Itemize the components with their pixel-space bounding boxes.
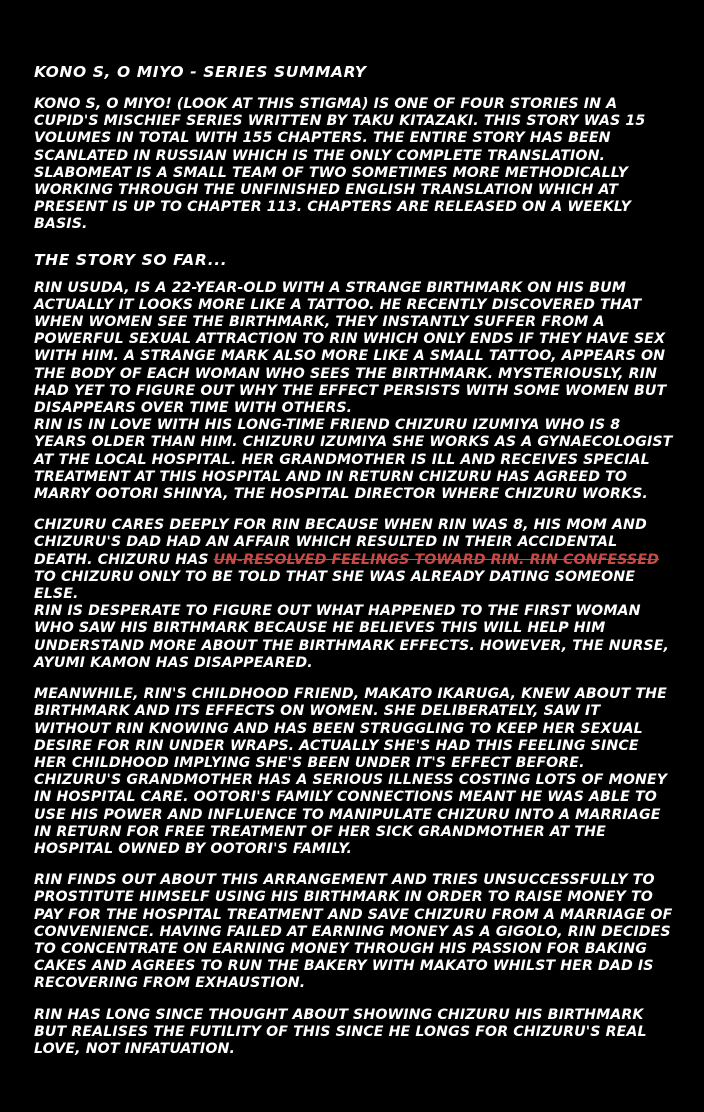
page-title: KONO S, O MIYO - SERIES SUMMARY <box>34 63 367 81</box>
paragraph-rin-bakery: RIN FINDS OUT ABOUT THIS ARRANGEMENT AND TRIES UNSUCCESSFULLY TO PROSTITUTE HIMSELF USING HIS BIRTHMARK IN ORDER TO RAISE MONEY TO PAY FOR THE HOSPITAL TREATMENT AND SAVE CHIZURU FROM A MARRIAGE OF CONVENIENCE. HAVING FAILED AT EARNING MONEY AS A GIGOLO, RIN DECIDES TO CONCENTRATE ON EARNING MONEY THROUGH HIS PASSION FOR BAKING CAKES AND AGREES TO RUN THE BAKERY WITH MAKATO WHILST HER DAD IS RECOVERING FROM EXHAUSTION. <box>34 872 673 992</box>
paragraph-chizuru-intro: RIN IS IN LOVE WITH HIS LONG-TIME FRIEND CHIZURU IZUMIYA WHO IS 8 YEARS OLDER THAN HIM. CHIZURU IZUMIYA SHE WORKS AS A GYNAECOLOGIST AT THE LOCAL HOSPITAL. HER GRANDMOTHER IS ILL AND RECEIVES SPECIAL TREATMENT AT THIS HOSPITAL AND IN RETURN CHIZURU HAS AGREED TO MARRY OOTORI SHINYA, THE HOSPITAL DIRECTOR WHERE CHIZURU WORKS. <box>34 417 673 503</box>
paragraph-chizuru-feelings <box>34 517 674 603</box>
paragraph-chizuru-feelings-part-1: CHIZURU CARES DEEPLY FOR RIN BECAUSE WHEN RIN WAS 8, HIS MOM AND CHIZURU'S DAD HAD AN AFFAIR WHICH RESULTED IN THEIR ACCIDENTAL DEATH. CHIZURU HAS <box>34 517 647 568</box>
paragraph-chizuru-feelings-part-2: TO CHIZURU ONLY TO BE TOLD THAT SHE WAS ALREADY DATING SOMEONE ELSE. <box>34 568 636 603</box>
summary-document <box>34 62 674 1058</box>
section-heading-story-so-far: THE STORY SO FAR... <box>34 250 228 269</box>
paragraph-grandmother-illness: CHIZURU'S GRANDMOTHER HAS A SERIOUS ILLNESS COSTING LOTS OF MONEY IN HOSPITAL CARE. OOTORI'S FAMILY CONNECTIONS MEANT HE WAS ABLE TO USE HIS POWER AND INFLUENCE TO MANIPULATE CHIZURU INTO A MARRIAGE IN RETURN FOR FREE TREATMENT OF HER SICK GRANDMOTHER AT THE HOSPITAL OWNED BY OOTORI'S FAMILY. <box>34 772 668 857</box>
struck-through-text: UN-RESOLVED FEELINGS TOWARD RIN. RIN CONFESSED <box>213 551 660 568</box>
intro-paragraph: KONO S, O MIYO! (LOOK AT THIS STIGMA) IS ONE OF FOUR STORIES IN A CUPID'S MISCHIEF SERIES WRITTEN BY TAKU KITAZAKI. THIS STORY WAS 15 VOLUMES IN TOTAL WITH 155 CHAPTERS. THE ENTIRE STORY HAS BEEN SCANLATED IN RUSSIAN WHICH IS THE ONLY COMPLETE TRANSLATION. SLABOMEAT IS A SMALL TEAM OF TWO SOMETIMES MORE METHODICALLY WORKING THROUGH THE UNFINISHED ENGLISH TRANSLATION WHICH AT PRESENT IS UP TO CHAPTER 113. CHAPTERS ARE RELEASED ON A WEEKLY BASIS. <box>34 96 646 233</box>
paragraph-closing: RIN HAS LONG SINCE THOUGHT ABOUT SHOWING CHIZURU HIS BIRTHMARK BUT REALISES THE FUTILITY OF THIS SINCE HE LONGS FOR CHIZURU'S REAL LOVE, NOT INFATUATION. <box>34 1006 647 1057</box>
paragraph-ayumi-kamon: RIN IS DESPERATE TO FIGURE OUT WHAT HAPPENED TO THE FIRST WOMAN WHO SAW HIS BIRTHMARK BECAUSE HE BELIEVES THIS WILL HELP HIM UNDERSTAND MORE ABOUT THE BIRTHMARK EFFECTS. HOWEVER, THE NURSE, AYUMI KAMON HAS DISAPPEARED. <box>34 603 670 671</box>
paragraph-rin-birthmark: RIN USUDA, IS A 22-YEAR-OLD WITH A STRANGE BIRTHMARK ON HIS BUM ACTUALLY IT LOOKS MORE LIKE A TATTOO. HE RECENTLY DISCOVERED THAT WHEN WOMEN SEE THE BIRTHMARK, THEY INSTANTLY SUFFER FROM A POWERFUL SEXUAL ATTRACTION TO RIN WHICH ONLY ENDS IF THEY HAVE SEX WITH HIM. A STRANGE MARK ALSO MORE LIKE A SMALL TATTOO, APPEARS ON THE BODY OF EACH WOMAN WHO SEES THE BIRTHMARK. MYSTERIOUSLY, RIN HAD YET TO FIGURE OUT WHY THE EFFECT PERSISTS WITH SOME WOMEN BUT DISAPPEARS OVER TIME WITH OTHERS. <box>34 279 667 417</box>
paragraph-makato-ikaruga: MEANWHILE, RIN'S CHILDHOOD FRIEND, MAKATO IKARUGA, KNEW ABOUT THE BIRTHMARK AND ITS EFFECTS ON WOMEN. SHE DELIBERATELY, SAW IT WITHOUT RIN KNOWING AND HAS BEEN STRUGGLING TO KEEP HER SEXUAL DESIRE FOR RIN UNDER WRAPS. ACTUALLY SHE'S HAD THIS FEELING SINCE HER CHILDHOOD IMPLYING SHE'S BEEN UNDER IT'S EFFECT BEFORE. <box>34 686 667 771</box>
